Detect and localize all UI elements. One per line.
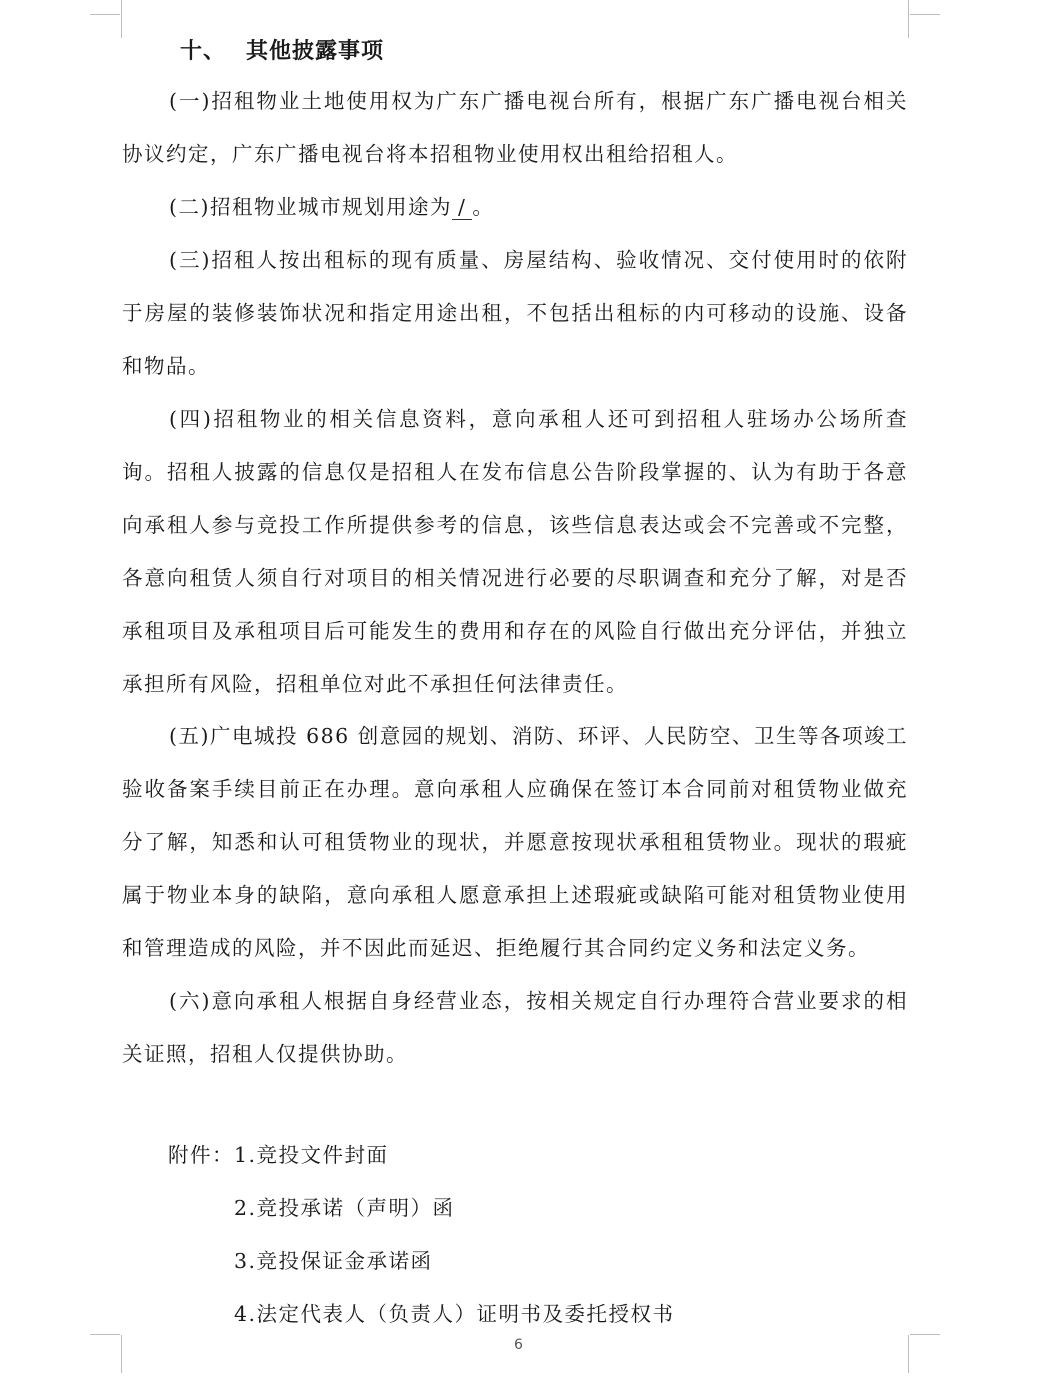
section-number: 十、 — [180, 39, 227, 64]
paragraph-6: (六)意向承租人根据自身经营业态，按相关规定自行办理符合营业要求的相关证照，招租人仅提供协助。 — [122, 989, 908, 1066]
paragraph-2 — [122, 181, 908, 234]
crop-mark-bottom-left-horizontal — [90, 1334, 120, 1335]
planned-use-underlined-value: / — [452, 195, 472, 220]
paragraph-2-after: 。 — [472, 195, 495, 219]
attachment-item: 3.竞投保证金承诺函 — [234, 1249, 433, 1273]
attachment-item: 4.法定代表人（负责人）证明书及委托授权书 — [234, 1302, 675, 1326]
paragraph-3: (三)招租人按出租标的现有质量、房屋结构、验收情况、交付使用时的依附于房屋的装修装饰状况和指定用途出租，不包括出租标的内可移动的设施、设备和物品。 — [122, 248, 908, 378]
paragraph-5: (五)广电城投 686 创意园的规划、消防、环评、人民防空、卫生等各项竣工验收备案手续目前正在办理。意向承租人应确保在签订本合同前对租赁物业做充分了解，知悉和认可租赁物业的现状，并愿意按现状承租租赁物业。现状的瑕疵属于物业本身的缺陷，意向承租人愿意承担上述瑕疵或缺陷可能对租赁物业使用和管理造成的风险，并不因此而延迟、拒绝履行其合同约定义务和法定义务。 — [122, 724, 908, 960]
attachments-line-1 — [168, 1138, 389, 1168]
crop-mark-top-right-horizontal — [910, 14, 940, 15]
attachments-label: 附件： — [168, 1143, 234, 1167]
paragraph-2-before: (二)招租物业城市规划用途为 — [169, 195, 452, 219]
attachment-item: 2.竞投承诺（声明）函 — [234, 1196, 455, 1220]
crop-mark-top-left-horizontal — [90, 14, 120, 15]
section-heading — [180, 34, 384, 65]
paragraph-1: (一)招租物业土地使用权为广东广播电视台所有，根据广东广播电视台相关协议约定，广东广播电视台将本招租物业使用权出租给招租人。 — [122, 89, 908, 166]
attachment-item: 1.竞投文件封面 — [234, 1143, 389, 1167]
crop-mark-top-right-vertical — [908, 0, 909, 38]
page-number: 6 — [514, 1337, 523, 1353]
section-title: 其他披露事项 — [246, 39, 385, 64]
paragraph-4: (四)招租物业的相关信息资料，意向承租人还可到招租人驻场办公场所查询。招租人披露的信息仅是招租人在发布信息公告阶段掌握的、认为有助于各意向承租人参与竞投工作所提供参考的信息，该些信息表达或会不完善或不完整，各意向租赁人须自行对项目的相关情况进行必要的尽职调查和充分了解，对是否承租项目及承租项目后可能发生的费用和存在的风险自行做出充分评估，并独立承担所有风险，招租单位对此不承担任何法律责任。 — [122, 407, 908, 696]
crop-mark-top-left-vertical — [121, 0, 122, 38]
crop-mark-bottom-right-horizontal — [910, 1334, 940, 1335]
